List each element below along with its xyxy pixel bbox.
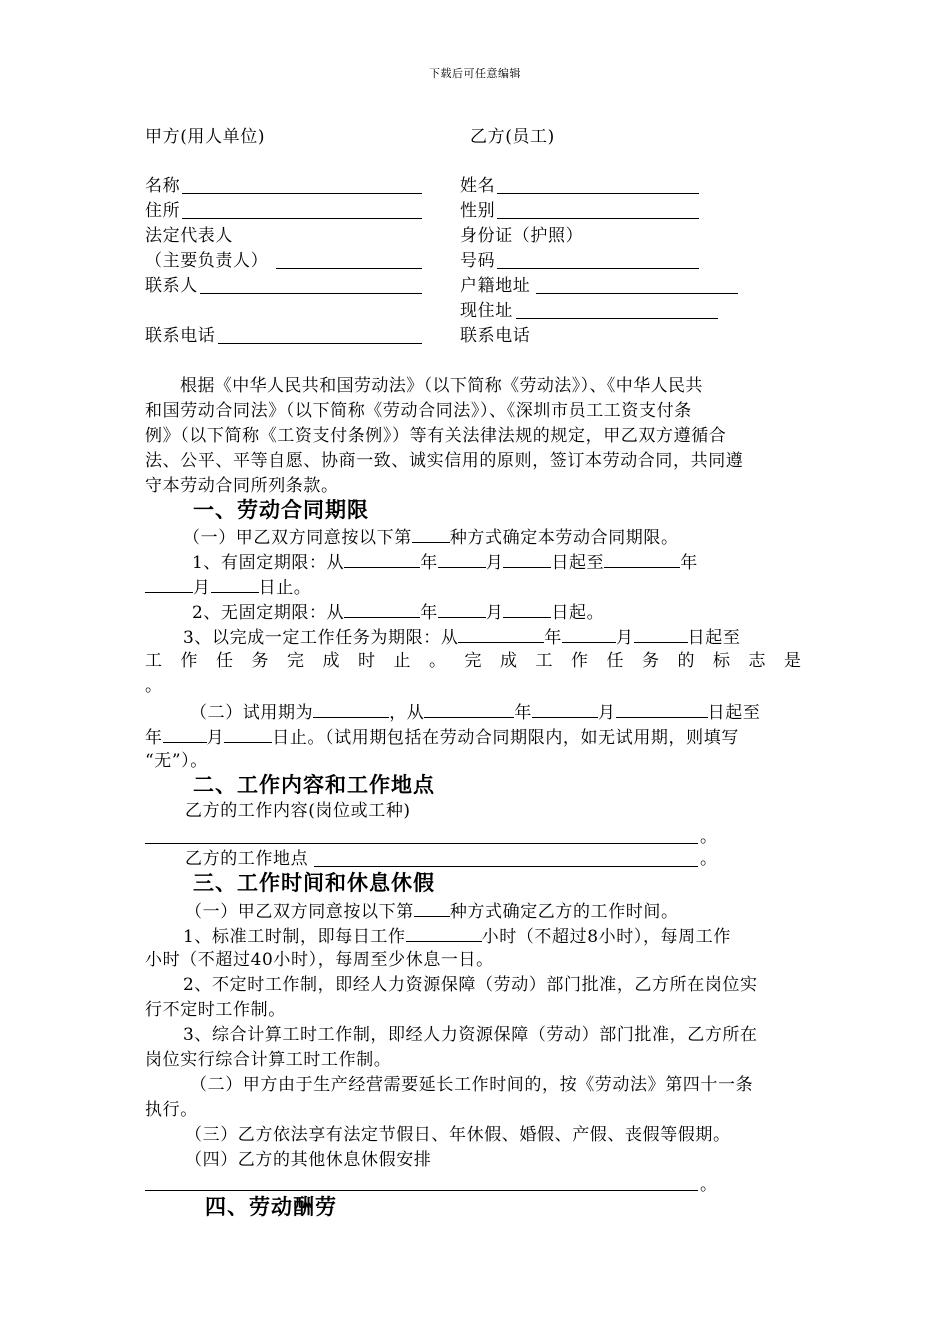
- page-header: 下载后可任意编辑: [429, 67, 521, 80]
- party-a-contact-label: 联系人: [145, 276, 198, 296]
- trial-from-month[interactable]: [532, 703, 598, 718]
- fixed-from-year[interactable]: [344, 553, 420, 568]
- fixed-to-day[interactable]: [211, 578, 259, 593]
- year-label: 年: [145, 728, 163, 748]
- party-a-phone-field[interactable]: [218, 343, 422, 344]
- fixed-from-month[interactable]: [438, 553, 486, 568]
- s1-open-term: [192, 603, 604, 622]
- fixed-from-day[interactable]: [503, 553, 551, 568]
- party-b-id-field[interactable]: [497, 268, 699, 269]
- section-3-title: 三、工作时间和休息休假: [193, 871, 435, 895]
- s1-task-term: [183, 628, 740, 647]
- month-label: 月: [206, 728, 225, 748]
- party-b-phone-label: 联系电话: [460, 326, 531, 346]
- s3-comprehensive-line2: 岗位实行综合计算工时工作制。: [145, 1050, 392, 1070]
- party-a-legal-rep-field[interactable]: [276, 268, 422, 269]
- day-start-label: 日起。: [551, 603, 605, 623]
- intro-line: 和国劳动合同法》（以下简称《劳动合同法》）、《深圳市员工工资支付条: [145, 401, 692, 421]
- party-a-name-field[interactable]: [182, 193, 422, 194]
- s2-content-label: 乙方的工作内容(岗位或工种): [185, 801, 411, 821]
- open-from-month[interactable]: [438, 603, 486, 618]
- section-1-title: 一、劳动合同期限: [193, 498, 369, 522]
- party-a-phone-label: 联系电话: [145, 326, 216, 346]
- trial-period-field[interactable]: [313, 703, 389, 718]
- party-b-current-address-label: 现住址: [460, 301, 513, 321]
- day-to-label: 日起至: [707, 703, 761, 723]
- party-b-name-label: 姓名: [460, 176, 496, 196]
- fixed-from-label: 1、有固定期限：从: [192, 553, 345, 573]
- s1-trial: [190, 703, 760, 722]
- s1-fixed-term: [192, 553, 698, 572]
- month-label: 月: [485, 603, 504, 623]
- party-b-household-label: 户籍地址: [460, 276, 531, 296]
- trial-from-label: ，从: [389, 703, 425, 723]
- party-a-address-label: 住所: [145, 201, 181, 221]
- month-label: 月: [616, 628, 634, 648]
- intro-line: 法、公平、平等自愿、协商一致、诚实信用的原则，签订本劳动合同，共同遵: [145, 451, 744, 471]
- party-b-name-field[interactable]: [497, 193, 699, 194]
- trial-from-year[interactable]: [424, 703, 514, 718]
- party-a-legal-rep-label: 法定代表人: [145, 226, 233, 246]
- s1-method-blank[interactable]: [412, 528, 450, 543]
- s1-p1: [183, 528, 679, 547]
- s2-content-field[interactable]: [145, 843, 698, 844]
- s1-fixed-term-end: [145, 578, 311, 597]
- daily-hours-field[interactable]: [406, 927, 482, 942]
- s3-standard: [183, 927, 731, 946]
- s1-trial-none: “无”）。: [145, 751, 208, 771]
- party-a-title: 甲方(用人单位): [145, 127, 266, 147]
- std-note: 小时（不超过8小时），每周工作: [481, 927, 731, 947]
- year-label: 年: [514, 703, 533, 723]
- s2-place-field[interactable]: [314, 866, 698, 867]
- year-label: 年: [544, 628, 563, 648]
- s2-content-period: 。: [700, 827, 718, 847]
- trial-note: 日止。（试用期包括在劳动合同期限内，如无试用期，则填写: [272, 728, 739, 748]
- s3-other-period: 。: [700, 1175, 718, 1195]
- section-4-title: 四、劳动酬劳: [205, 1195, 337, 1219]
- s3-overtime-line1: （二）甲方由于生产经营需要延长工作时间的，按《劳动法》第四十一条: [190, 1075, 754, 1095]
- task-from-day[interactable]: [634, 628, 688, 643]
- task-from-month[interactable]: [562, 628, 616, 643]
- trial-label: （二）试用期为: [190, 703, 314, 723]
- intro-line: 根据《中华人民共和国劳动法》（以下简称《劳动法》）、《中华人民共: [180, 376, 703, 396]
- s3-comprehensive-line1: 3、综合计算工时工作制，即经人力资源保障（劳动）部门批准，乙方所在: [183, 1025, 758, 1045]
- intro-line: 守本劳动合同所列条款。: [145, 476, 339, 496]
- party-b-gender-field[interactable]: [497, 218, 699, 219]
- s3-p1-prefix: （一）甲乙双方同意按以下第: [185, 902, 414, 922]
- s3-irregular-line1: 2、不定时工作制，即经人力资源保障（劳动）部门批准，乙方所在岗位实: [183, 975, 758, 995]
- s2-place-period: 。: [700, 849, 718, 869]
- party-b-title: 乙方(员工): [470, 127, 555, 147]
- task-from-label: 3、以完成一定工作任务为期限：从: [183, 628, 459, 648]
- task-from-year[interactable]: [458, 628, 544, 643]
- s3-p1-suffix: 种方式确定乙方的工作时间。: [449, 902, 679, 922]
- year-label: 年: [420, 603, 438, 623]
- s3-overtime-line2: 执行。: [145, 1100, 198, 1120]
- s3-irregular-line2: 行不定时工作制。: [145, 1000, 286, 1020]
- party-b-id-label: 身份证（护照）: [460, 226, 584, 246]
- party-b-current-address-field[interactable]: [516, 318, 718, 319]
- year-label: 年: [420, 553, 438, 573]
- party-a-contact-field[interactable]: [200, 293, 422, 294]
- s3-p1: [185, 902, 679, 921]
- party-a-name-label: 名称: [145, 176, 181, 196]
- s1-p1-suffix: 种方式确定本劳动合同期限。: [449, 528, 679, 548]
- day-to-label: 日起至: [687, 628, 741, 648]
- section-2-title: 二、工作内容和工作地点: [193, 773, 435, 797]
- day-to-label: 日起至: [551, 553, 605, 573]
- s3-other-leave-field[interactable]: [145, 1190, 698, 1191]
- fixed-to-year[interactable]: [604, 553, 680, 568]
- open-from-label: 2、无固定期限：从: [192, 603, 345, 623]
- trial-to-month[interactable]: [163, 728, 207, 743]
- s3-standard-line2: 小时（不超过40小时），每周至少休息一日。: [145, 950, 494, 970]
- trial-to-day[interactable]: [224, 728, 272, 743]
- party-b-household-field[interactable]: [536, 293, 738, 294]
- month-label: 月: [485, 553, 504, 573]
- open-from-day[interactable]: [503, 603, 551, 618]
- s3-method-blank[interactable]: [414, 902, 450, 917]
- s1-p1-prefix: （一）甲乙双方同意按以下第: [183, 528, 412, 548]
- party-a-main-person-label: （主要负责人）: [145, 251, 269, 271]
- party-b-number-label: 号码: [460, 251, 496, 271]
- month-label: 月: [193, 578, 211, 598]
- party-a-address-field[interactable]: [182, 218, 422, 219]
- std-label: 1、标准工时制，即每日工作: [183, 927, 406, 947]
- trial-from-day[interactable]: [616, 703, 708, 718]
- day-end-label: 日止。: [258, 578, 312, 598]
- year-label: 年: [680, 553, 698, 573]
- s3-leave: （三）乙方依法享有法定节假日、年休假、婚假、产假、丧假等假期。: [185, 1125, 731, 1145]
- s3-other-leave: （四）乙方的其他休息休假安排: [185, 1150, 432, 1170]
- s1-task-line2: 工作任务完成时止。完成工作任务的标志是: [145, 651, 820, 671]
- s2-place-label: 乙方的工作地点: [185, 849, 309, 869]
- open-from-year[interactable]: [344, 603, 420, 618]
- intro-line: 例》（以下简称《工资支付条例》）等有关法律法规的规定，甲乙双方遵循合: [145, 426, 727, 446]
- month-label: 月: [598, 703, 616, 723]
- s1-trial-line2: [145, 728, 739, 747]
- s1-task-period: 。: [145, 676, 163, 696]
- party-b-gender-label: 性别: [460, 201, 496, 221]
- fixed-to-month[interactable]: [145, 578, 193, 593]
